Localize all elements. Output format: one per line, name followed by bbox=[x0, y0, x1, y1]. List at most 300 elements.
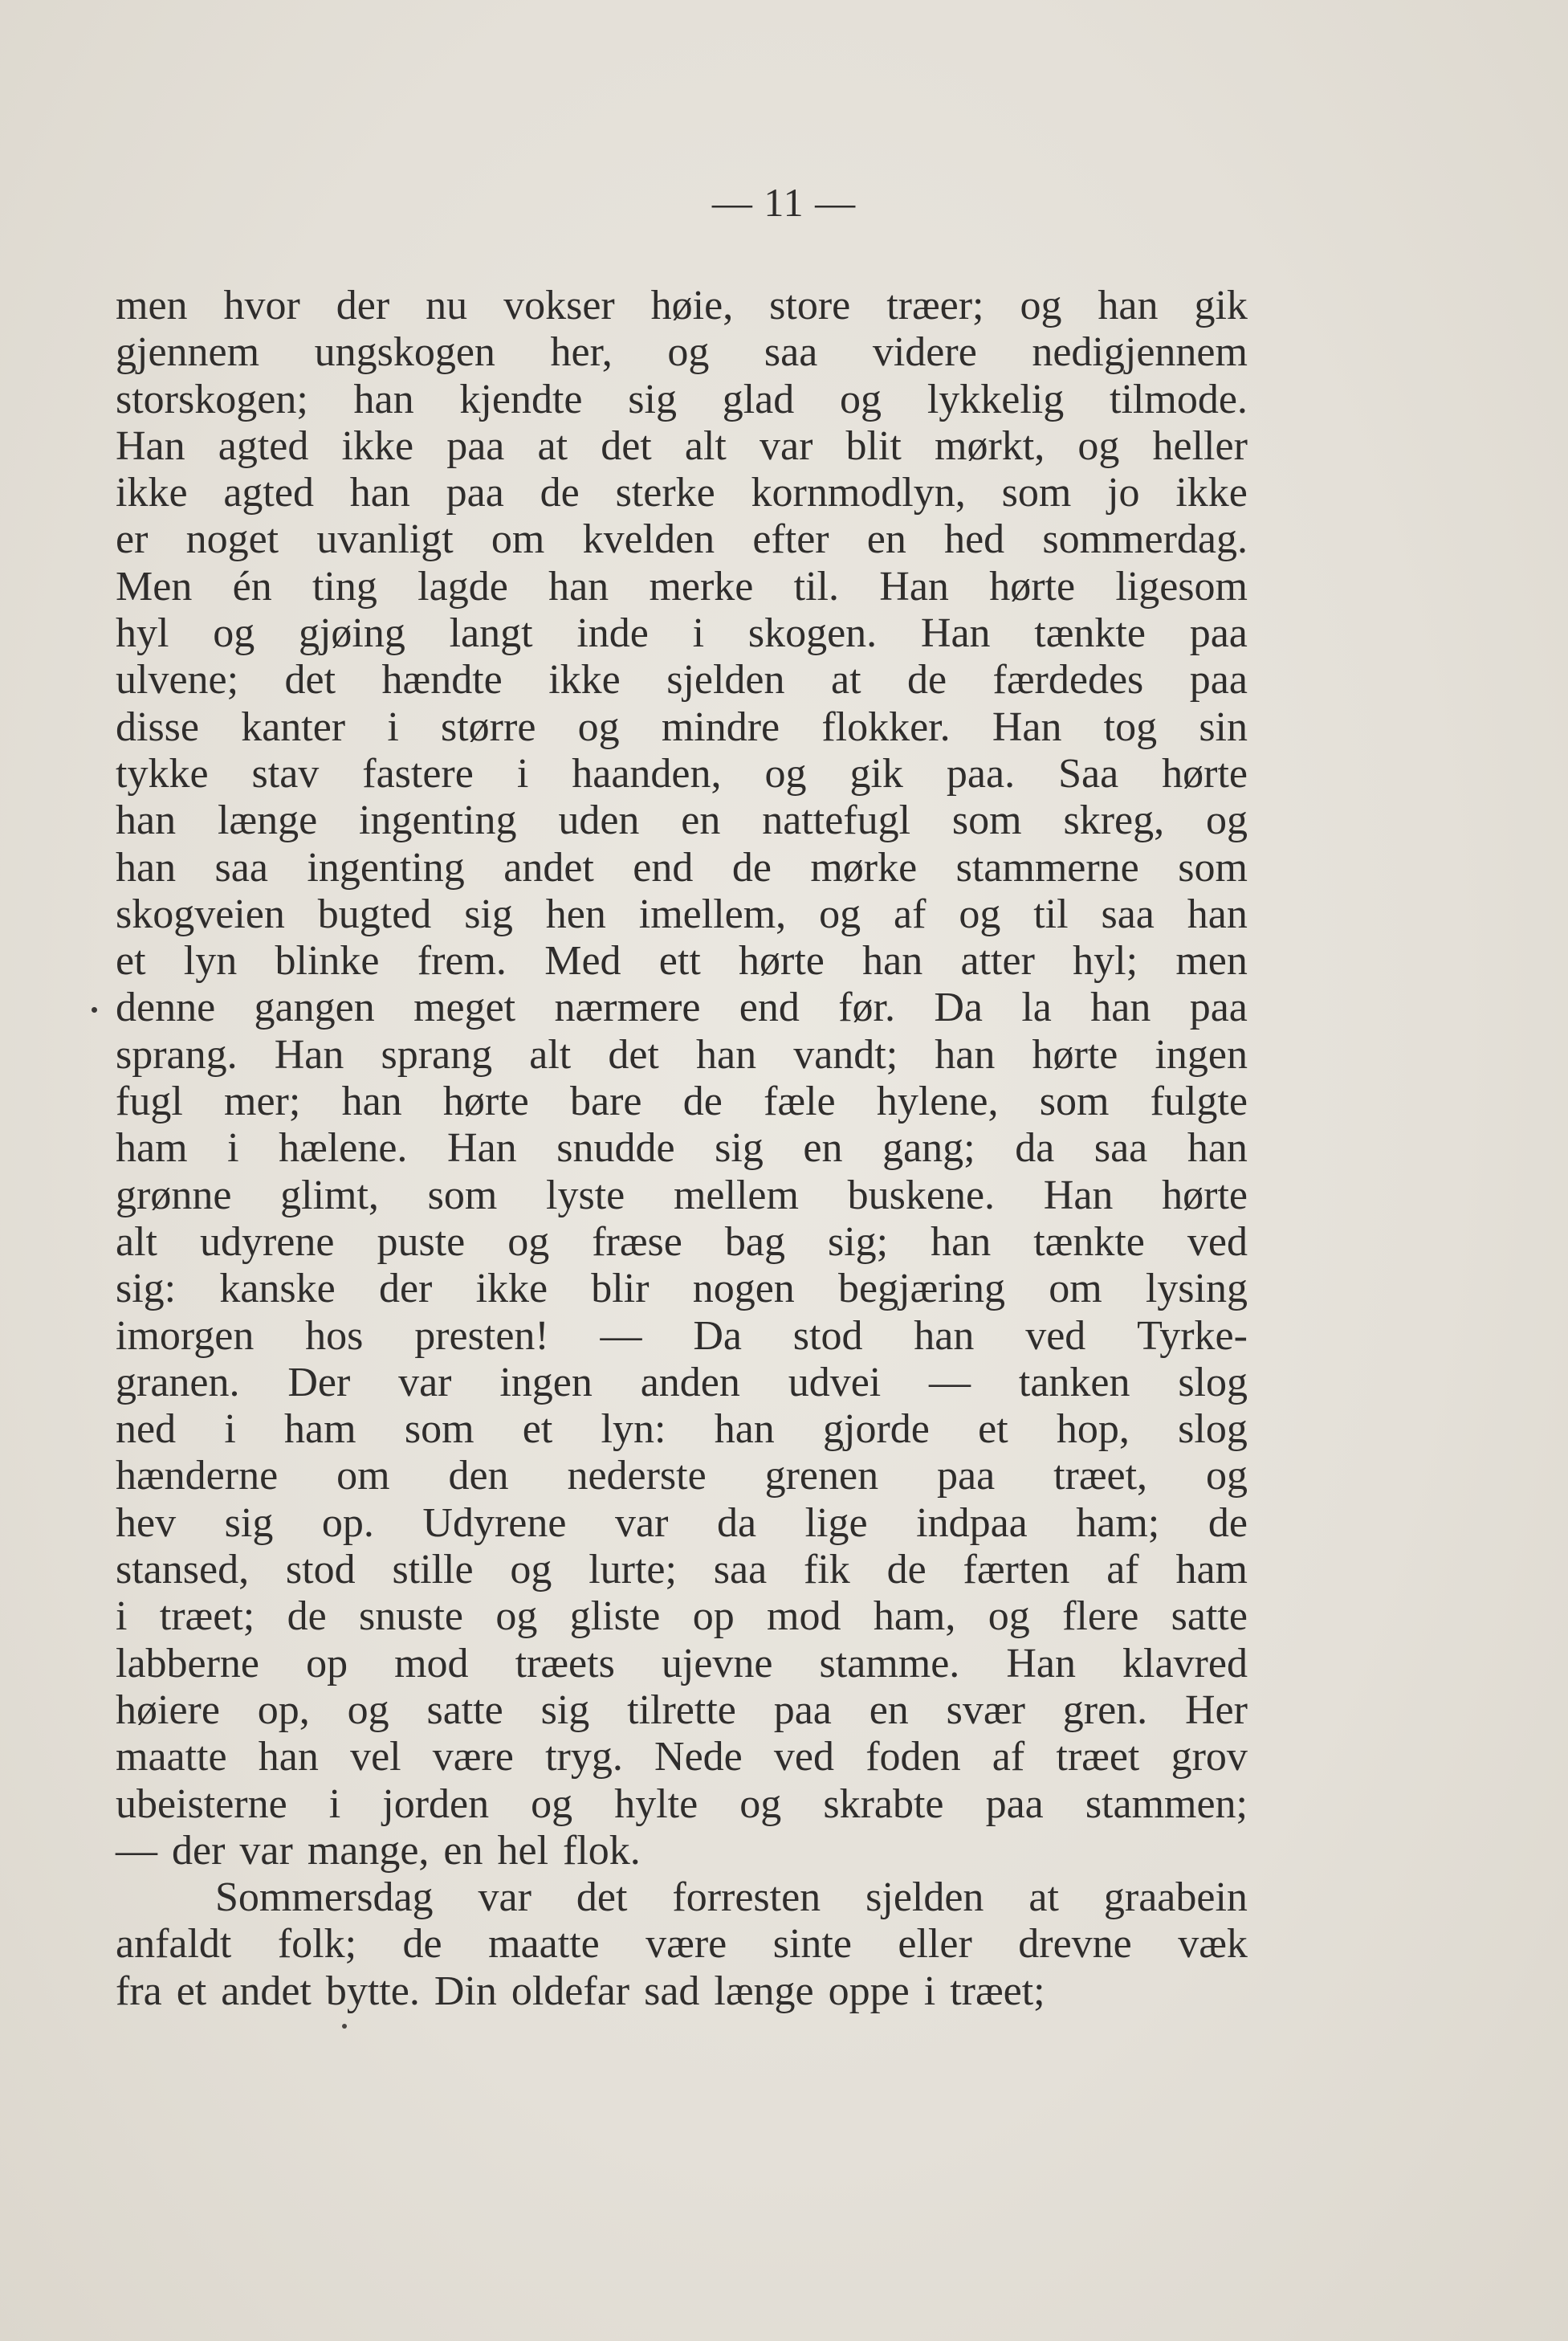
word: sig bbox=[628, 376, 677, 422]
text-line bbox=[116, 657, 1248, 704]
word: noget bbox=[185, 516, 279, 563]
word: hørte bbox=[989, 563, 1076, 610]
word: et bbox=[176, 1968, 207, 2014]
word: han bbox=[341, 1079, 402, 1125]
word: sig bbox=[715, 1125, 764, 1172]
word: ett bbox=[658, 938, 701, 985]
word: af bbox=[992, 1734, 1025, 1780]
text-line bbox=[116, 1500, 1248, 1547]
word: ingen bbox=[499, 1359, 593, 1405]
word: Her bbox=[1185, 1686, 1248, 1733]
word: et bbox=[522, 1406, 553, 1453]
word: Han bbox=[1006, 1640, 1076, 1686]
word: vandt; bbox=[793, 1031, 898, 1078]
word: hvor bbox=[223, 283, 300, 328]
word: udyrene bbox=[199, 1218, 335, 1265]
word: inde bbox=[576, 610, 649, 657]
word: skogveien bbox=[116, 891, 285, 937]
text-line bbox=[116, 1032, 1248, 1079]
word: én bbox=[232, 563, 272, 610]
word: hed bbox=[944, 516, 1005, 563]
text-line bbox=[116, 1781, 1248, 1828]
word: snudde bbox=[556, 1125, 675, 1172]
word: klavred bbox=[1122, 1640, 1248, 1686]
word: mørke bbox=[810, 844, 918, 891]
word: hop, bbox=[1056, 1406, 1130, 1453]
word: fastere bbox=[362, 750, 474, 797]
word: disse bbox=[116, 704, 199, 750]
word: hørte bbox=[1162, 750, 1248, 797]
word: hen bbox=[545, 891, 606, 937]
word: kvelden bbox=[582, 516, 715, 563]
word: efter bbox=[752, 516, 829, 563]
word: et bbox=[116, 938, 146, 985]
word: de bbox=[402, 1921, 442, 1968]
word: ingen bbox=[1155, 1031, 1248, 1078]
text-line bbox=[116, 564, 1248, 610]
word: Han bbox=[1043, 1172, 1114, 1218]
text-line bbox=[116, 1921, 1248, 1968]
word: være bbox=[432, 1734, 514, 1780]
text-line bbox=[116, 938, 1248, 985]
text-line bbox=[116, 891, 1248, 938]
word: han bbox=[935, 1031, 996, 1078]
text-line bbox=[116, 377, 1248, 423]
word: nederste bbox=[567, 1453, 707, 1499]
word: vokser bbox=[503, 283, 615, 328]
word: stammen; bbox=[1085, 1780, 1248, 1827]
word: og bbox=[1020, 283, 1062, 328]
word: snuste bbox=[359, 1593, 463, 1640]
word: storskogen; bbox=[116, 376, 308, 422]
word: Da bbox=[934, 985, 983, 1031]
word: stamme. bbox=[819, 1640, 960, 1686]
word: ikke bbox=[1175, 470, 1248, 516]
word: paa bbox=[985, 1780, 1044, 1827]
word: de bbox=[540, 470, 580, 516]
text-line bbox=[116, 1687, 1248, 1734]
word: et bbox=[978, 1406, 1008, 1453]
print-speck bbox=[342, 2024, 347, 2029]
word: og bbox=[819, 891, 861, 937]
word: Udyrene bbox=[422, 1499, 567, 1546]
word: mod bbox=[394, 1640, 469, 1686]
word: ved bbox=[1187, 1218, 1248, 1265]
text-line bbox=[116, 1641, 1248, 1687]
word: stansed, bbox=[116, 1547, 250, 1593]
word: og bbox=[1077, 422, 1120, 469]
word: maatte bbox=[116, 1734, 227, 1780]
word: puste bbox=[377, 1218, 466, 1265]
word: lyste bbox=[546, 1172, 625, 1218]
word: ingenting bbox=[359, 797, 517, 844]
word: oldefar bbox=[511, 1968, 630, 2014]
word: de bbox=[287, 1593, 327, 1640]
word: Han bbox=[920, 610, 991, 657]
word: kanske bbox=[219, 1266, 336, 1312]
word: træer; bbox=[886, 283, 984, 328]
word: imellem, bbox=[638, 891, 787, 937]
word: vel bbox=[350, 1734, 401, 1780]
word: hyl bbox=[116, 610, 169, 657]
word: længe bbox=[714, 1968, 814, 2014]
word: end bbox=[633, 844, 694, 891]
word: bytte. bbox=[325, 1968, 420, 2014]
word: de bbox=[1208, 1499, 1248, 1546]
word: Der bbox=[287, 1359, 351, 1405]
word: som bbox=[1001, 470, 1072, 516]
word: i bbox=[227, 1125, 239, 1172]
word: ved bbox=[1025, 1312, 1086, 1359]
word: lysing bbox=[1145, 1266, 1248, 1312]
word: ungskogen bbox=[314, 329, 495, 376]
word: ujevne bbox=[661, 1640, 773, 1686]
word: bare bbox=[570, 1079, 642, 1125]
text-line bbox=[116, 1874, 1248, 1921]
word: ulvene; bbox=[116, 657, 239, 704]
word: sin bbox=[1199, 704, 1248, 750]
text-line bbox=[116, 1593, 1248, 1640]
word: han bbox=[1098, 283, 1159, 328]
word: Nede bbox=[654, 1734, 743, 1780]
word: til bbox=[1033, 891, 1069, 937]
text-line bbox=[116, 704, 1248, 751]
text-line bbox=[116, 1173, 1248, 1219]
text-line bbox=[116, 1968, 1248, 2015]
word: bag bbox=[724, 1218, 785, 1265]
word: mange, bbox=[307, 1827, 430, 1874]
text-line bbox=[116, 1313, 1248, 1360]
word: foden bbox=[865, 1734, 961, 1780]
word: om bbox=[491, 516, 545, 563]
word: sig bbox=[464, 891, 513, 937]
word: var bbox=[759, 422, 813, 469]
word: blinke bbox=[275, 938, 380, 985]
word: ikke bbox=[475, 1266, 548, 1312]
word: mørkt, bbox=[935, 422, 1045, 469]
word: stod bbox=[792, 1312, 863, 1359]
word: Din bbox=[434, 1968, 497, 2014]
word: nedigjennem bbox=[1032, 329, 1248, 376]
word: der bbox=[172, 1827, 226, 1874]
word: maatte bbox=[488, 1921, 600, 1968]
word: en bbox=[681, 797, 721, 844]
word: uden bbox=[558, 797, 640, 844]
word: sig bbox=[224, 1499, 274, 1546]
word: tænkte bbox=[1033, 1218, 1145, 1265]
text-line bbox=[116, 751, 1248, 797]
word: træets bbox=[515, 1640, 615, 1686]
word: og bbox=[577, 704, 620, 750]
word: Han bbox=[879, 563, 949, 610]
word: paa. bbox=[946, 750, 1016, 797]
word: hyl; bbox=[1073, 938, 1138, 985]
word: ingenting bbox=[307, 844, 465, 891]
word: større bbox=[441, 704, 536, 750]
word: en bbox=[443, 1827, 483, 1874]
word: glimt, bbox=[280, 1172, 379, 1218]
word: som bbox=[951, 797, 1022, 844]
word: buskene. bbox=[847, 1172, 996, 1218]
word: gjennem bbox=[116, 329, 260, 376]
word: det bbox=[601, 422, 652, 469]
word: hænderne bbox=[116, 1453, 279, 1499]
word: skrabte bbox=[823, 1780, 944, 1827]
word: og bbox=[507, 1218, 550, 1265]
word: gik bbox=[849, 750, 903, 797]
word: stav bbox=[251, 750, 320, 797]
word: af bbox=[894, 891, 927, 937]
word: merke bbox=[649, 563, 754, 610]
word: og bbox=[347, 1686, 389, 1733]
word: en bbox=[869, 1686, 909, 1733]
word: der bbox=[378, 1266, 433, 1312]
word: jorden bbox=[382, 1780, 490, 1827]
word: han bbox=[349, 470, 410, 516]
word: han bbox=[258, 1734, 319, 1780]
word: gren. bbox=[1062, 1686, 1148, 1733]
word: hændte bbox=[381, 657, 503, 704]
word: han bbox=[1090, 985, 1151, 1031]
word: som bbox=[1039, 1079, 1110, 1125]
word: om bbox=[1049, 1266, 1102, 1312]
word: tænkte bbox=[1034, 610, 1146, 657]
word: grov bbox=[1171, 1734, 1248, 1780]
word: saa bbox=[1101, 891, 1155, 937]
word: sinte bbox=[772, 1921, 852, 1968]
word: væk bbox=[1178, 1921, 1248, 1968]
word: Med bbox=[544, 938, 621, 985]
word: de bbox=[682, 1079, 723, 1125]
word: at bbox=[830, 657, 861, 704]
word: andet bbox=[503, 844, 594, 891]
word: høiere bbox=[116, 1686, 220, 1733]
text-line bbox=[116, 1079, 1248, 1125]
word: nogen bbox=[692, 1266, 795, 1312]
word: forresten bbox=[672, 1874, 821, 1921]
word: jo bbox=[1107, 470, 1140, 516]
word: lykkelig bbox=[927, 376, 1065, 422]
word: imorgen bbox=[116, 1312, 255, 1359]
word: bugted bbox=[317, 891, 432, 937]
word: kanter bbox=[241, 704, 346, 750]
word: stammerne bbox=[955, 844, 1139, 891]
word: gjøing bbox=[298, 610, 405, 657]
text-line bbox=[116, 283, 1248, 329]
word: han bbox=[714, 1406, 775, 1453]
text-line bbox=[116, 329, 1248, 376]
word: Han bbox=[992, 704, 1062, 750]
word: Han bbox=[116, 422, 185, 469]
word: denne bbox=[116, 985, 216, 1031]
word: nattefugl bbox=[762, 797, 911, 844]
word: høie, bbox=[650, 283, 734, 328]
word: men bbox=[1175, 938, 1248, 985]
word: som bbox=[404, 1406, 474, 1453]
text-line bbox=[116, 1406, 1248, 1453]
word: ham bbox=[116, 1125, 188, 1172]
word: det bbox=[608, 1031, 659, 1078]
word: sjelden bbox=[666, 657, 785, 704]
word: træet; bbox=[159, 1593, 255, 1640]
word: og bbox=[764, 750, 807, 797]
word: og bbox=[959, 891, 1001, 937]
word: til. bbox=[793, 563, 839, 610]
text-line bbox=[116, 985, 1248, 1031]
word: træet; bbox=[950, 1968, 1045, 2014]
word: lyn bbox=[183, 938, 238, 985]
word: nu bbox=[426, 283, 468, 328]
word: at bbox=[1028, 1874, 1059, 1921]
word: gik bbox=[1194, 283, 1248, 328]
word: han bbox=[548, 563, 609, 610]
text-line bbox=[116, 797, 1248, 844]
word: sig bbox=[540, 1686, 590, 1733]
word: han bbox=[1187, 891, 1248, 937]
word: i bbox=[692, 610, 705, 657]
word: fra bbox=[116, 1968, 162, 2014]
word: og bbox=[531, 1780, 573, 1827]
word: de bbox=[886, 1547, 927, 1593]
word: satte bbox=[426, 1686, 503, 1733]
word: begjæring bbox=[838, 1266, 1005, 1312]
word: glad bbox=[722, 376, 795, 422]
word: længe bbox=[217, 797, 318, 844]
word: men bbox=[116, 283, 188, 328]
word: alt bbox=[529, 1031, 572, 1078]
word: de bbox=[906, 657, 947, 704]
word: mindre bbox=[661, 704, 780, 750]
word: folk; bbox=[277, 1921, 357, 1968]
word: Sommersdag bbox=[215, 1874, 434, 1921]
word: op, bbox=[257, 1686, 310, 1733]
text-line bbox=[116, 516, 1248, 563]
word: færdedes bbox=[992, 657, 1144, 704]
word: gangen bbox=[254, 985, 375, 1031]
word: alt bbox=[684, 422, 727, 469]
word: heller bbox=[1152, 422, 1248, 469]
word: Han bbox=[274, 1031, 344, 1078]
word: end bbox=[739, 985, 800, 1031]
word: sterke bbox=[615, 470, 715, 516]
word: er bbox=[116, 516, 149, 563]
word: og bbox=[988, 1593, 1030, 1640]
word: sommerdag. bbox=[1042, 516, 1248, 563]
word: og bbox=[840, 376, 882, 422]
word: en bbox=[866, 516, 906, 563]
word: ting bbox=[312, 563, 377, 610]
word: satte bbox=[1171, 1593, 1248, 1640]
word: ved bbox=[773, 1734, 835, 1780]
word: meget bbox=[413, 985, 516, 1031]
word: og bbox=[495, 1593, 538, 1640]
word: hev bbox=[116, 1499, 177, 1546]
word: agted bbox=[218, 422, 309, 469]
word: — bbox=[116, 1827, 157, 1874]
word: hørte bbox=[1032, 1031, 1118, 1078]
word: han bbox=[116, 797, 177, 844]
text-line bbox=[116, 1828, 1248, 1874]
word: udvei bbox=[788, 1359, 882, 1405]
word: og bbox=[213, 610, 255, 657]
word: sig: bbox=[116, 1266, 177, 1312]
word: lige bbox=[804, 1499, 868, 1546]
word: Saa bbox=[1058, 750, 1119, 797]
word: drevne bbox=[1018, 1921, 1132, 1968]
word: Da bbox=[693, 1312, 742, 1359]
word: nærmere bbox=[554, 985, 701, 1031]
word: af bbox=[1106, 1547, 1139, 1593]
word: skogen. bbox=[747, 610, 878, 657]
word: op. bbox=[321, 1499, 374, 1546]
word: lagde bbox=[417, 563, 508, 610]
word: graabein bbox=[1103, 1874, 1248, 1921]
word: sig; bbox=[827, 1218, 889, 1265]
word: ham bbox=[284, 1406, 356, 1453]
word: skreg, bbox=[1063, 797, 1165, 844]
word: — bbox=[600, 1312, 642, 1359]
word: grønne bbox=[116, 1172, 232, 1218]
word: lyn: bbox=[601, 1406, 666, 1453]
word: videre bbox=[872, 329, 977, 376]
word: Tyrke- bbox=[1137, 1312, 1248, 1359]
word: alt bbox=[116, 1218, 157, 1265]
word: var bbox=[615, 1499, 669, 1546]
text-line bbox=[116, 845, 1248, 891]
word: fulgte bbox=[1150, 1079, 1248, 1125]
word: ikke bbox=[116, 470, 188, 516]
word: anden bbox=[640, 1359, 740, 1405]
word: blir bbox=[591, 1266, 650, 1312]
word: fræse bbox=[592, 1218, 682, 1265]
word: han bbox=[914, 1312, 975, 1359]
word: ham; bbox=[1076, 1499, 1160, 1546]
word: og bbox=[739, 1780, 782, 1827]
word: ikke bbox=[341, 422, 414, 469]
word: kornmodlyn, bbox=[751, 470, 966, 516]
word: ham bbox=[1175, 1547, 1248, 1593]
word: eller bbox=[898, 1921, 972, 1968]
word: presten! bbox=[414, 1312, 549, 1359]
text-line bbox=[116, 1360, 1248, 1406]
word: frem. bbox=[417, 938, 507, 985]
text-line bbox=[116, 423, 1248, 470]
word: agted bbox=[223, 470, 314, 516]
word: la bbox=[1021, 985, 1052, 1031]
word: fik bbox=[804, 1547, 850, 1593]
word: sad bbox=[644, 1968, 700, 2014]
word: gliste bbox=[569, 1593, 661, 1640]
word: tilrette bbox=[627, 1686, 736, 1733]
word: fæle bbox=[764, 1079, 836, 1125]
word: ubeisterne bbox=[116, 1780, 287, 1827]
word: granen. bbox=[116, 1359, 240, 1405]
margin-mark bbox=[92, 1007, 97, 1013]
word: tykke bbox=[116, 750, 209, 797]
word: om bbox=[336, 1453, 390, 1499]
word: hælene. bbox=[279, 1125, 408, 1172]
word: uvanligt bbox=[316, 516, 454, 563]
word: kjendte bbox=[459, 376, 583, 422]
word: atter bbox=[960, 938, 1035, 985]
word: paa bbox=[1189, 985, 1248, 1031]
word: slog bbox=[1178, 1359, 1248, 1405]
word: Men bbox=[116, 563, 193, 610]
word: svær bbox=[946, 1686, 1025, 1733]
word: hørte bbox=[739, 938, 825, 985]
word: den bbox=[448, 1453, 509, 1499]
word: hos bbox=[305, 1312, 364, 1359]
